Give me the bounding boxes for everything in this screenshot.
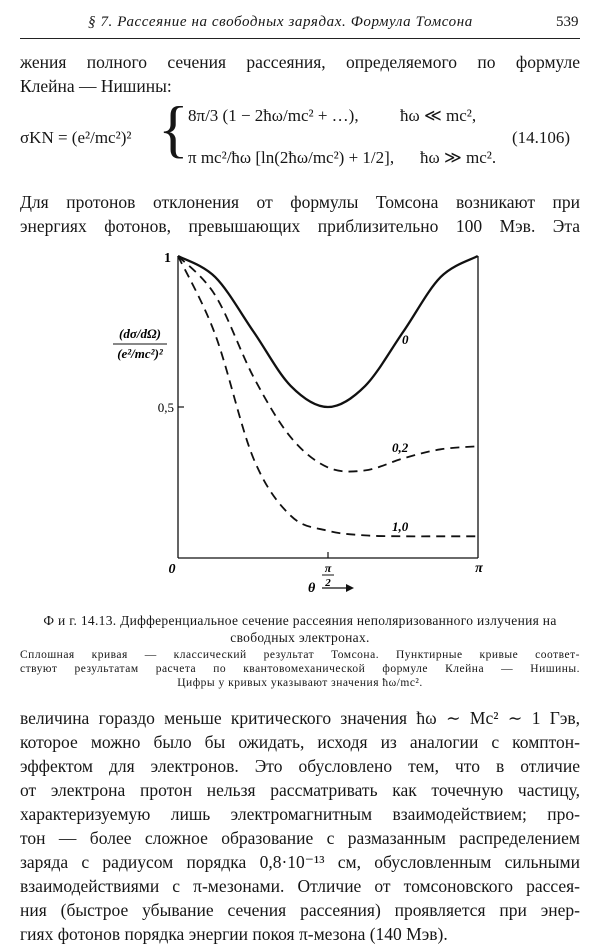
text-line: ния (быстрое убывание сечения рассеяния) проявляется при энер-: [20, 900, 580, 920]
figure-14-13: [0, 238, 600, 608]
text-line: от электрона протон нельзя рассматривать как точечную частицу,: [20, 780, 580, 800]
origin-label: 0: [168, 562, 176, 577]
text-line: Клейна — Нишины:: [20, 76, 172, 96]
text-line: заряда с радиусом порядка 0,8·10⁻¹³ см, обусловленным сильными: [20, 852, 580, 872]
y-tick-label: 1: [164, 251, 171, 266]
equation-number: (14.106): [512, 128, 571, 147]
y-axis-label-numerator: (dσ/dΩ): [119, 326, 161, 341]
curve-label: 1,0: [392, 519, 409, 534]
curve-label: 0: [402, 332, 409, 347]
equation-case-2-condition: ħω ≫ mc².: [420, 148, 497, 167]
caption-line: Цифры у кривых указывают значения ħω/mc².: [177, 677, 423, 689]
intro-paragraph: [20, 50, 580, 98]
text-line: гиях фотонов порядка энергии покоя π-мезона (140 Мэв).: [20, 924, 448, 944]
x-tick-label-denominator: 2: [325, 577, 331, 589]
header-rule: [20, 38, 580, 39]
curve-dashed-1-0: [178, 256, 478, 536]
text-line: которое можно было бы ожидать, исходя из аналогии с комптон-: [20, 732, 580, 752]
text-line: тон — более сложное образование с размазанным распределением: [20, 828, 580, 848]
y-axis-label-denominator: (e²/mc²)²: [117, 346, 163, 361]
paragraph-proton-structure: [20, 706, 580, 946]
figure-caption-note: [20, 648, 580, 690]
equation-case-1-condition: ħω ≪ mc²,: [400, 106, 477, 125]
text-line: жения полного сечения рассеяния, определяемого по формуле: [20, 52, 580, 72]
x-tick-label-numerator: π: [324, 561, 332, 575]
y-tick-label: 0,5: [157, 400, 174, 415]
x-tick-label: π: [475, 561, 483, 576]
text-line: взаимодействиями с π-мезонами. Отличие от томсоновского рассея-: [20, 876, 580, 896]
curve-thomson-solid: [178, 256, 478, 407]
text-line: энергиях фотонов, превышающих приблизительно 100 Мэв. Эта: [20, 216, 580, 236]
curve-label: 0,2: [392, 440, 409, 455]
text-line: эффектом для электронов. Это обусловлено тем, что в отличие: [20, 756, 580, 776]
text-line: Для протонов отклонения от формулы Томсона возникают при: [20, 192, 580, 212]
figure-caption-title: Ф и г. 14.13. Дифференциальное сечение рассеяния неполяризованного излучения на свободных электронах.: [43, 613, 557, 645]
page-number: 539: [556, 14, 579, 30]
paragraph-protons: [20, 190, 580, 238]
x-axis-label: θ: [308, 581, 316, 596]
curly-brace: {: [158, 93, 189, 164]
caption-line: Сплошная кривая — классический результат Томсона. Пунктирные кривые соответ-: [20, 649, 580, 661]
running-header: [0, 10, 600, 36]
equation-lhs: σKN = (e²/mc²)²: [20, 128, 132, 147]
x-axis-arrow-head: [346, 584, 354, 592]
caption-line: ствуют результатам расчета по квантовомеханической формуле Клейна — Нишины.: [20, 663, 580, 675]
text-line: характеризуемую лишь электромагнитным взаимодействием; про-: [20, 804, 580, 824]
running-title: § 7. Рассеяние на свободных зарядах. Формула Томсона: [88, 14, 473, 30]
text-line: величина гораздо меньше критического значения ħω ∼ Mc² ∼ 1 Гэв,: [20, 708, 580, 728]
equation-case-1: 8π/3 (1 − 2ħω/mc² + …),: [188, 106, 359, 125]
equation-case-2: π mc²/ħω [ln(2ħω/mc²) + 1/2],: [188, 148, 395, 167]
equation-14-106: [20, 93, 580, 178]
